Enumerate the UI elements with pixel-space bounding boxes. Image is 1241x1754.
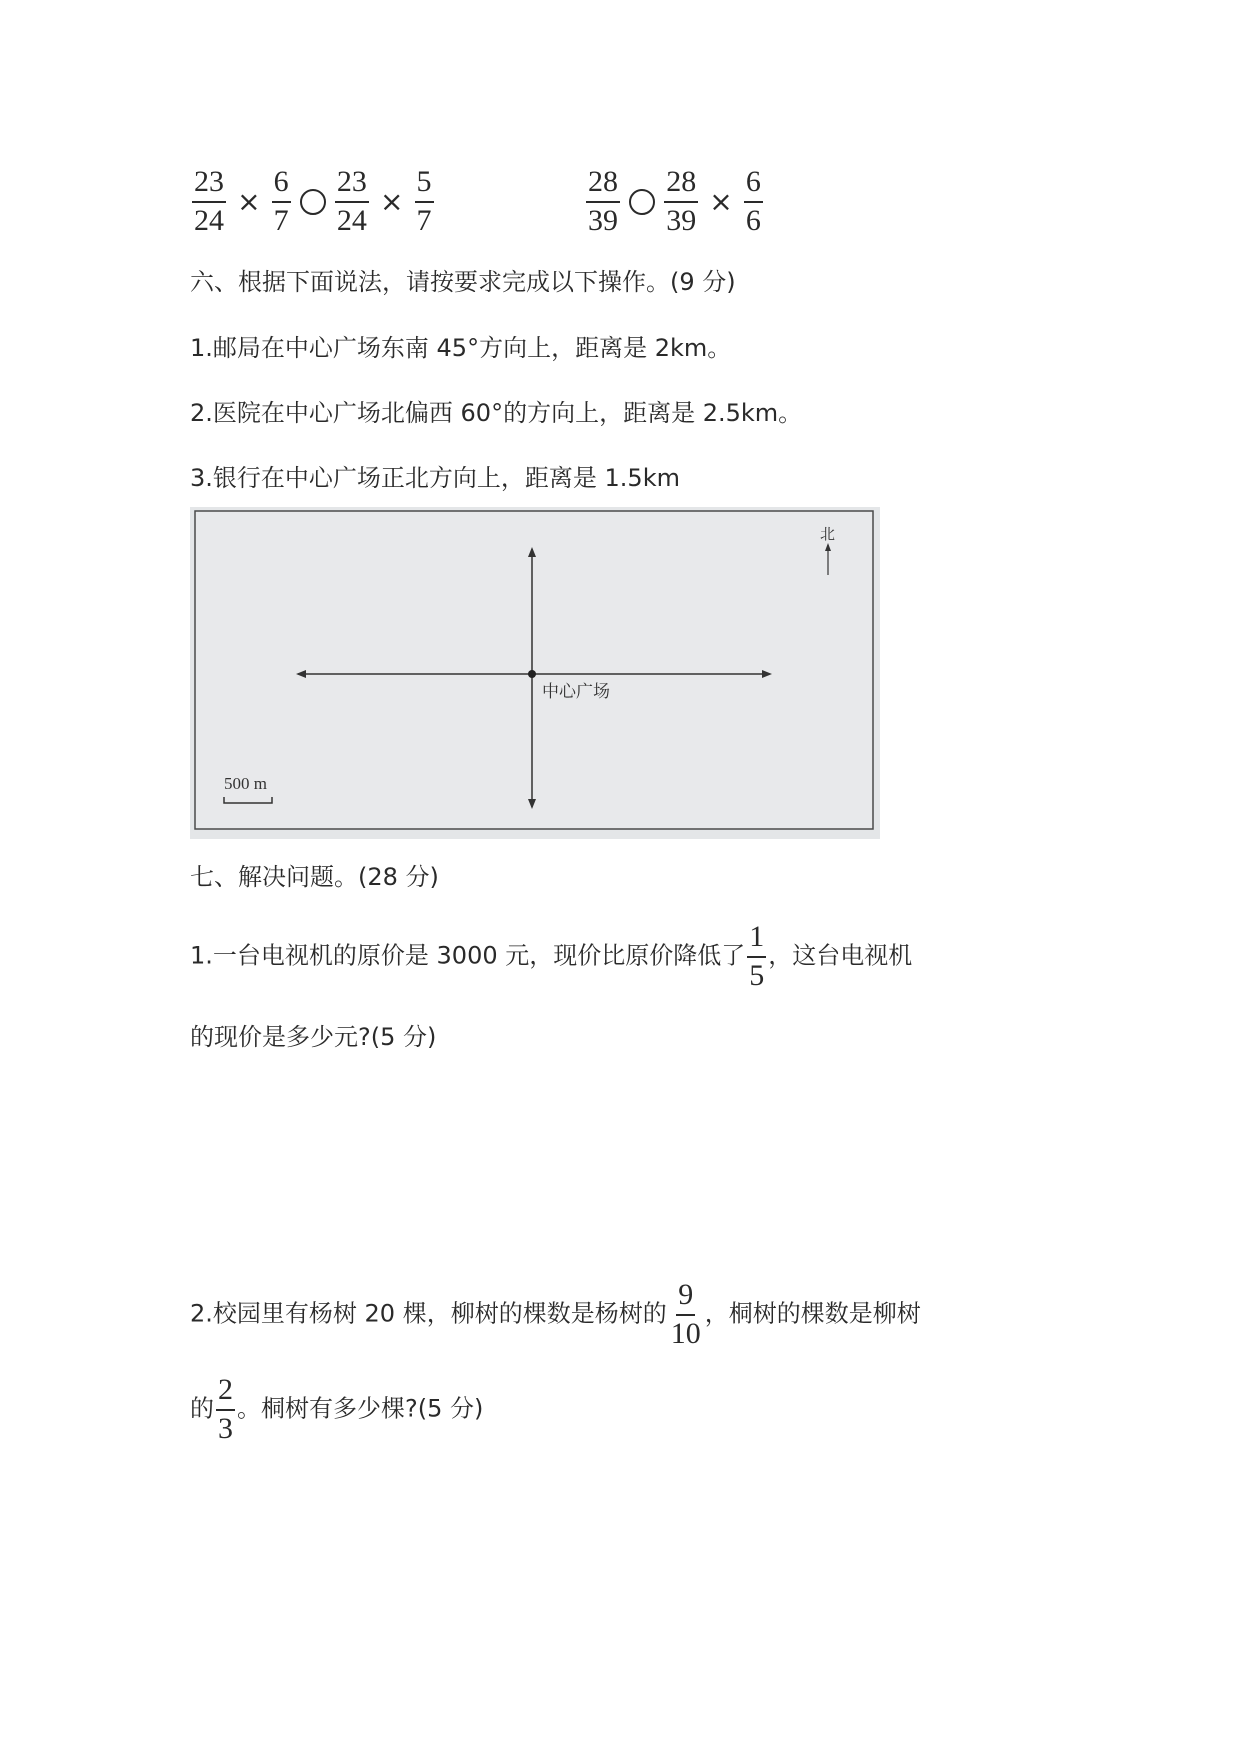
compare-blank-circle[interactable] <box>629 189 655 215</box>
north-label: 北 <box>820 525 836 543</box>
map-border <box>195 511 873 829</box>
section7-heading: 七、解决问题。(28 分) <box>190 863 439 891</box>
map-image <box>190 507 880 839</box>
section6-heading: 六、根据下面说法，请按要求完成以下操作。(9 分) <box>190 268 736 296</box>
fraction: $\frac{6}{7}$ <box>273 165 289 237</box>
center-label: 中心广场 <box>542 682 610 702</box>
question-2-line-2: 的 $\frac{2}{3}$ 。桐树有多少棵?(5 分) <box>190 1373 484 1445</box>
question-2-line-1: 2.校园里有杨树 20 棵，柳树的棵数是杨树的 $\frac{9}{10}$ ，桐树的棵数是柳树 <box>190 1278 921 1350</box>
fraction: $\frac{23}{24}$ <box>194 165 224 237</box>
question-1-line-1: 1.一台电视机的原价是 3000 元，现价比原价降低了 $\frac{1}{5}$ ，这台电视机 <box>190 920 913 992</box>
fraction: $\frac{9}{10}$ <box>670 1278 701 1350</box>
section6-item-2: 2.医院在中心广场北偏西 60°的方向上，距离是 2.5km。 <box>190 399 803 427</box>
map-drawing[interactable] <box>190 507 880 839</box>
fraction: $\frac{1}{5}$ <box>749 920 765 992</box>
fraction: $\frac{28}{39}$ <box>588 165 618 237</box>
center-point <box>528 670 536 678</box>
fraction: $\frac{2}{3}$ <box>218 1373 233 1445</box>
compare-blank-circle[interactable] <box>300 189 326 215</box>
multiply-sign: × <box>379 185 404 218</box>
compare-expression-1 <box>190 165 436 238</box>
section6-item-1: 1.邮局在中心广场东南 45°方向上，距离是 2km。 <box>190 334 732 362</box>
compare-expression-2 <box>584 165 765 238</box>
multiply-sign: × <box>709 185 733 218</box>
fraction: $\frac{6}{6}$ <box>745 165 761 237</box>
fraction: $\frac{5}{7}$ <box>416 165 432 237</box>
fraction: $\frac{28}{39}$ <box>666 165 697 237</box>
question-1-line-2: 的现价是多少元?(5 分) <box>190 1023 437 1051</box>
fraction: $\frac{23}{24}$ <box>336 165 367 237</box>
multiply-sign: × <box>237 185 261 218</box>
scale-label: 500 m <box>224 774 267 793</box>
section6-item-3: 3.银行在中心广场正北方向上，距离是 1.5km <box>190 464 680 492</box>
